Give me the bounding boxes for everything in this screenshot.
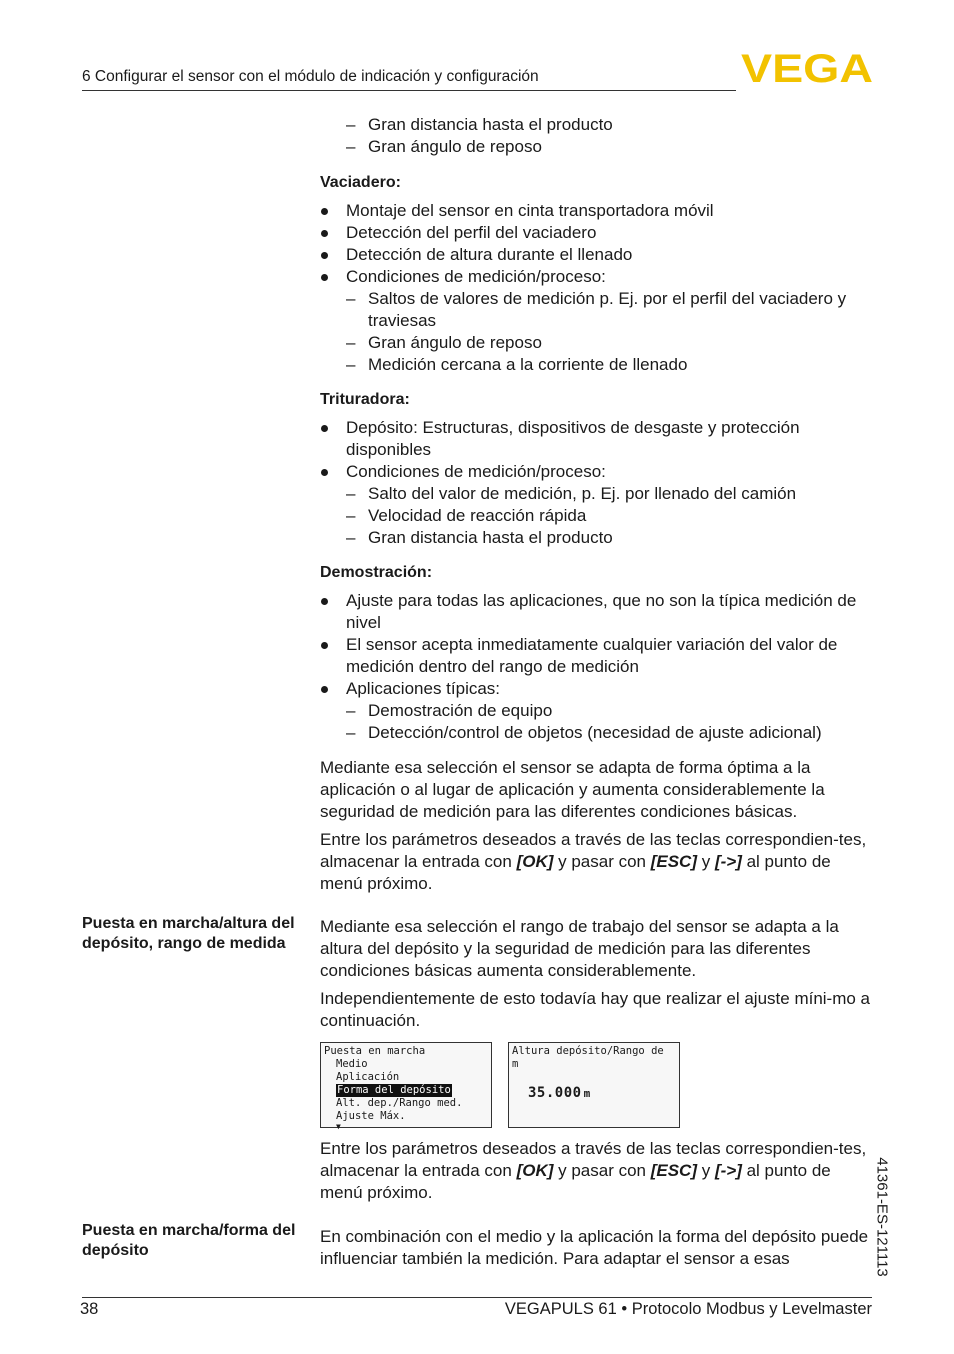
- lcd-menu-item: Ajuste Máx.: [336, 1110, 406, 1122]
- esc-key-label: [ESC]: [650, 852, 697, 871]
- list-item: – Gran ángulo de reposo: [320, 136, 872, 158]
- demostracion-list: [320, 590, 872, 744]
- vaciadero-list: [320, 200, 872, 376]
- paragraph-selection-effect: Mediante esa selección el sensor se adapta de forma óptima a la aplicación o al lugar de aplicación y aumenta considerablemente la seguridad de medición para las diferentes condiciones básicas.: [320, 758, 825, 821]
- lcd-menu-puesta-en-marcha: [320, 1042, 492, 1131]
- text-run: al punto de menú próximo.: [320, 1161, 831, 1202]
- trituradora-list: [320, 417, 872, 549]
- esc-key-label: [ESC]: [650, 1161, 697, 1180]
- running-header: 6 Configurar el sensor con el módulo de indicación y configuración: [82, 68, 539, 85]
- paragraph-keys-instructions-2: [320, 1138, 872, 1204]
- list-item: – Saltos de valores de medición p. Ej. por el perfil del vaciadero y traviesas: [320, 288, 872, 332]
- text-run: al punto de menú próximo.: [320, 852, 831, 893]
- list-item: – Salto del valor de medición, p. Ej. por llenado del camión: [320, 483, 872, 505]
- vega-logo-icon: [741, 52, 873, 84]
- paragraph-altura: Mediante esa selección el rango de trabajo del sensor se adapta a la altura del depósito y la seguridad de medición para las diferentes condiciones básicas aumenta considerablemente.: [320, 917, 839, 980]
- text-run: y: [697, 1161, 715, 1180]
- list-item: – Gran distancia hasta el producto: [320, 114, 872, 136]
- text-run: y pasar con: [553, 1161, 651, 1180]
- svg-text:VEGA: VEGA: [741, 52, 873, 84]
- lcd-menu-item: Alt. dep./Rango med.: [336, 1097, 463, 1109]
- text-run: Entre los parámetros deseados a través de las teclas correspondien-tes, almacenar la entrada con: [320, 1139, 867, 1180]
- text-run: y: [697, 852, 715, 871]
- ok-key-label: [OK]: [516, 852, 554, 871]
- list-item: Condiciones de medición/proceso:: [320, 266, 872, 288]
- lcd-title: Puesta en marcha: [324, 1045, 426, 1057]
- lcd-value-unit: m: [583, 1087, 591, 1100]
- lcd-value: [512, 1087, 676, 1100]
- text-run: Entre los parámetros deseados a través de las teclas correspondien-tes, almacenar la entrada con: [320, 830, 867, 871]
- section-heading-demostracion: Demostración:: [320, 564, 433, 581]
- header-rule: [82, 90, 736, 91]
- list-item: – Demostración de equipo: [320, 700, 872, 722]
- paragraph-ajuste-minimo: Independientemente de esto todavía hay que realizar el ajuste míni-mo a continuación.: [320, 989, 871, 1030]
- main-column: [320, 114, 872, 1270]
- arrow-key-label: [->]: [714, 852, 742, 871]
- display-screens: [320, 1042, 872, 1131]
- page-number: 38: [80, 1300, 99, 1318]
- footer-rule: [82, 1297, 872, 1298]
- list-item: Depósito: Estructuras, dispositivos de desgaste y protección disponibles: [320, 417, 872, 461]
- list-item: – Detección/control de objetos (necesidad de ajuste adicional): [320, 722, 872, 744]
- lcd-menu-item: Aplicación: [336, 1071, 400, 1083]
- list-item: Ajuste para todas las aplicaciones, que no son la típica medición de nivel: [320, 590, 872, 634]
- paragraph-forma: En combinación con el medio y la aplicación la forma del depósito puede influenciar también la medición. Para adaptar el sensor a esas: [320, 1227, 869, 1268]
- paragraph-keys-instructions: [320, 829, 872, 895]
- document-number-text: 41361-ES-121113: [873, 1157, 891, 1277]
- text-run: y pasar con: [553, 852, 651, 871]
- intro-dash-list: [320, 114, 872, 158]
- lcd-menu-item-selected: [324, 1084, 488, 1097]
- list-item: – Velocidad de reacción rápida: [320, 505, 872, 527]
- lcd-value-number: 35.000: [528, 1085, 582, 1101]
- list-item: El sensor acepta inmediatamente cualquier variación del valor de medición dentro del rango de medición: [320, 634, 872, 678]
- list-item: – Gran distancia hasta el producto: [320, 527, 872, 549]
- list-item: – Gran ángulo de reposo: [320, 332, 872, 354]
- ok-key-label: [OK]: [516, 1161, 554, 1180]
- footer-title: VEGAPULS 61 • Protocolo Modbus y Levelmaster: [504, 1300, 872, 1318]
- side-heading-altura: Puesta en marcha/altura del depósito, rango de medida: [82, 915, 295, 952]
- document-number: [872, 1142, 892, 1292]
- list-item: – Medición cercana a la corriente de llenado: [320, 354, 872, 376]
- scroll-down-arrow-icon: ▼: [336, 1122, 341, 1131]
- section-heading-trituradora: Trituradora:: [320, 391, 410, 408]
- side-heading-forma: Puesta en marcha/forma del depósito: [82, 1222, 296, 1259]
- lcd-altura-deposito: [508, 1042, 680, 1128]
- list-item: Detección del perfil del vaciadero: [320, 222, 872, 244]
- section-heading-vaciadero: Vaciadero:: [320, 174, 401, 191]
- lcd-title: Altura depósito/Rango de m: [512, 1045, 664, 1070]
- list-item: Aplicaciones típicas:: [320, 678, 872, 700]
- list-item: Detección de altura durante el llenado: [320, 244, 872, 266]
- arrow-key-label: [->]: [714, 1161, 742, 1180]
- list-item: Condiciones de medición/proceso:: [320, 461, 872, 483]
- lcd-selected-label: Forma del depósito: [337, 1084, 451, 1096]
- lcd-menu-item: Medio: [336, 1058, 368, 1070]
- list-item: Montaje del sensor en cinta transportadora móvil: [320, 200, 872, 222]
